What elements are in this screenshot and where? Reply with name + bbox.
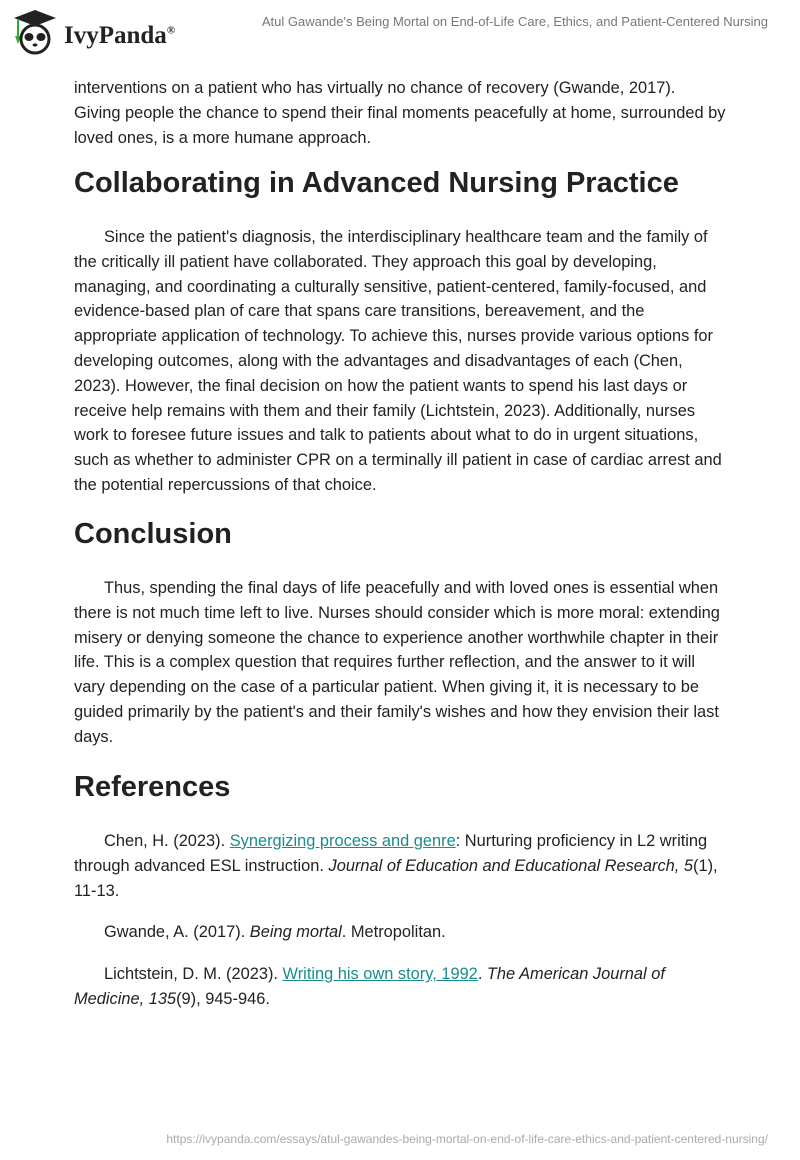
page-url: https://ivypanda.com/essays/atul-gawandes-being-mortal-on-end-of-life-care-ethics-and-patient-centered-nursing/ xyxy=(166,1132,768,1146)
panda-graduate-icon xyxy=(12,8,58,56)
reference-item: Gwande, A. (2017). Being mortal. Metropolitan. xyxy=(104,923,446,942)
reference-link[interactable]: Writing his own story, 1992 xyxy=(282,965,478,984)
section-collaborating xyxy=(74,165,726,498)
intro-paragraph xyxy=(74,76,726,150)
document-title: Atul Gawande's Being Mortal on End-of-Life Care, Ethics, and Patient-Centered Nursing xyxy=(261,14,768,29)
section-conclusion xyxy=(74,516,726,750)
reference-item: Chen, H. (2023). Synergizing process and genre: Nurturing proficiency in L2 writing through advanced ESL instruction. Journal of Education and Educational Research, 5(1), 11-13. xyxy=(74,832,718,900)
ivypanda-logo[interactable] xyxy=(12,8,175,56)
section-heading: References xyxy=(74,771,231,803)
reference-link[interactable]: Synergizing process and genre xyxy=(229,832,456,850)
paragraph-text: Since the patient's diagnosis, the interdisciplinary healthcare team and the family of the critically ill patient have collaborated. They approach this goal by developing, managing, and coordinating a culturally sensitive, patient-centered, family-focused, and evidence-based plan of care that spans care transitions, bereavement, and the appropriate application of technology. To achieve this, nurses provide various options for developing outcomes, along with the advantages and disadvantages of each (Chen, 2023). However, the final decision on how the patient wants to spend his last days or receive help remains with them and their family (Lichtstein, 2023). Additionally, nurses work to foresee future issues and talk to patients about what to do in urgent situations, such as whether to administer CPR on a terminally ill patient in case of cardiac arrest and the potential repercussions of that choice. xyxy=(74,228,722,494)
paragraph-text: interventions on a patient who has virtually no chance of recovery (Gwande, 2017). Giving people the chance to spend their final moments peacefully at home, surrounded by loved ones, is a more humane approach. xyxy=(74,79,726,147)
logo-text: IvyPanda® xyxy=(64,22,176,49)
section-heading: Collaborating in Advanced Nursing Practice xyxy=(74,167,679,199)
reference-item: Lichtstein, D. M. (2023). Writing his own story, 1992. The American Journal of Medicine, 135(9), 945-946. xyxy=(74,965,665,1008)
section-references xyxy=(74,769,726,1012)
paragraph-text: Thus, spending the final days of life peacefully and with loved ones is essential when there is not much time left to live. Nurses should consider which is more moral: extending misery or denying someone the chance to experience another worthwhile chapter in their life. This is a complex question that requires further reflection, and the answer to it will vary depending on the case of a particular patient. When giving it, it is necessary to be guided primarily by the patient's and their family's wishes and how they envision their last days. xyxy=(74,579,720,746)
section-heading: Conclusion xyxy=(74,518,232,550)
